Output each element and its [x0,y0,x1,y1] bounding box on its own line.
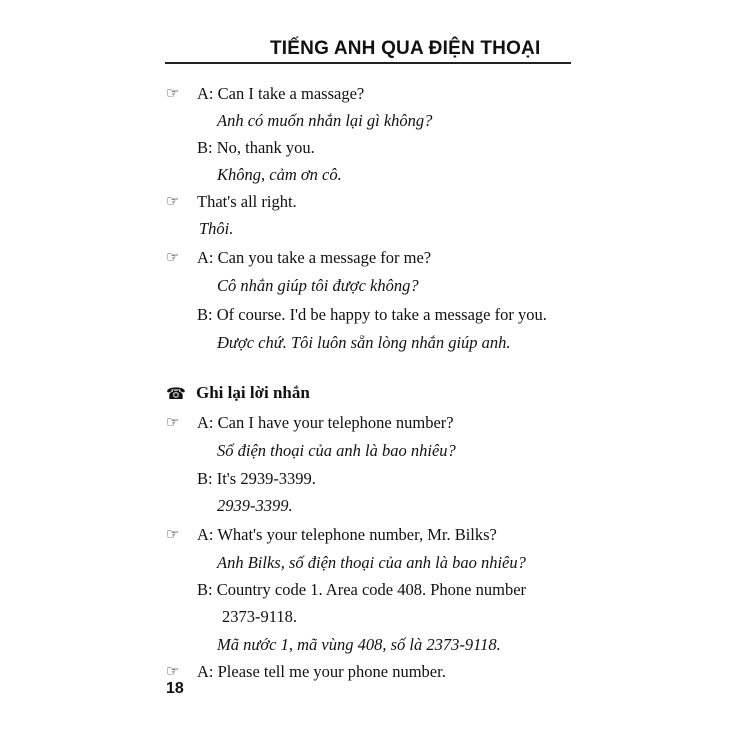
dialogue-line: B: No, thank you. [197,138,315,157]
dialogue-line: A: Please tell me your phone number. [197,662,446,681]
dialogue-line: B: Country code 1. Area code 408. Phone number [197,580,527,599]
dialogue-line: A: Can I have your telephone number? [197,413,454,432]
dialogue-line: A: Can I take a massage? [197,84,365,103]
translation-line: Không, cảm ơn cô. [217,165,342,184]
dialogue-line: B: Of course. I'd be happy to take a message for you. [197,305,547,324]
pointing-hand-icon: ☞ [166,415,180,431]
translation-line: Thôi. [199,219,234,238]
dialogue-line: That's all right. [197,192,297,211]
dialogue-line: A: What's your telephone number, Mr. Bilks? [197,525,497,544]
translation-line: Anh Bilks, số điện thoại của anh là bao nhiêu? [217,553,526,572]
header-rule [165,62,571,64]
translation-line: Cô nhắn giúp tôi được không? [217,276,419,295]
pointing-hand-icon: ☞ [166,527,180,543]
pointing-hand-icon: ☞ [166,86,180,102]
running-header: TIẾNG ANH QUA ĐIỆN THOẠI [270,38,541,59]
pointing-hand-icon: ☞ [166,664,180,680]
translation-line: Được chứ. Tôi luôn sẵn lòng nhắn giúp anh. [217,333,511,352]
telephone-icon: ☎ [166,386,186,403]
translation-line: 2939-3399. [217,496,293,515]
translation-line: Mã nước 1, mã vùng 408, số là 2373-9118. [217,635,501,654]
dialogue-line: 2373-9118. [222,607,298,626]
dialogue-line: B: It's 2939-3399. [197,469,316,488]
translation-line: Anh có muốn nhắn lại gì không? [217,111,433,130]
page-number: 18 [166,680,184,697]
translation-line: Số điện thoại của anh là bao nhiêu? [217,441,456,460]
dialogue-line: A: Can you take a message for me? [197,248,432,267]
section-heading: Ghi lại lời nhắn [196,383,310,402]
pointing-hand-icon: ☞ [166,194,180,210]
pointing-hand-icon: ☞ [166,250,180,266]
